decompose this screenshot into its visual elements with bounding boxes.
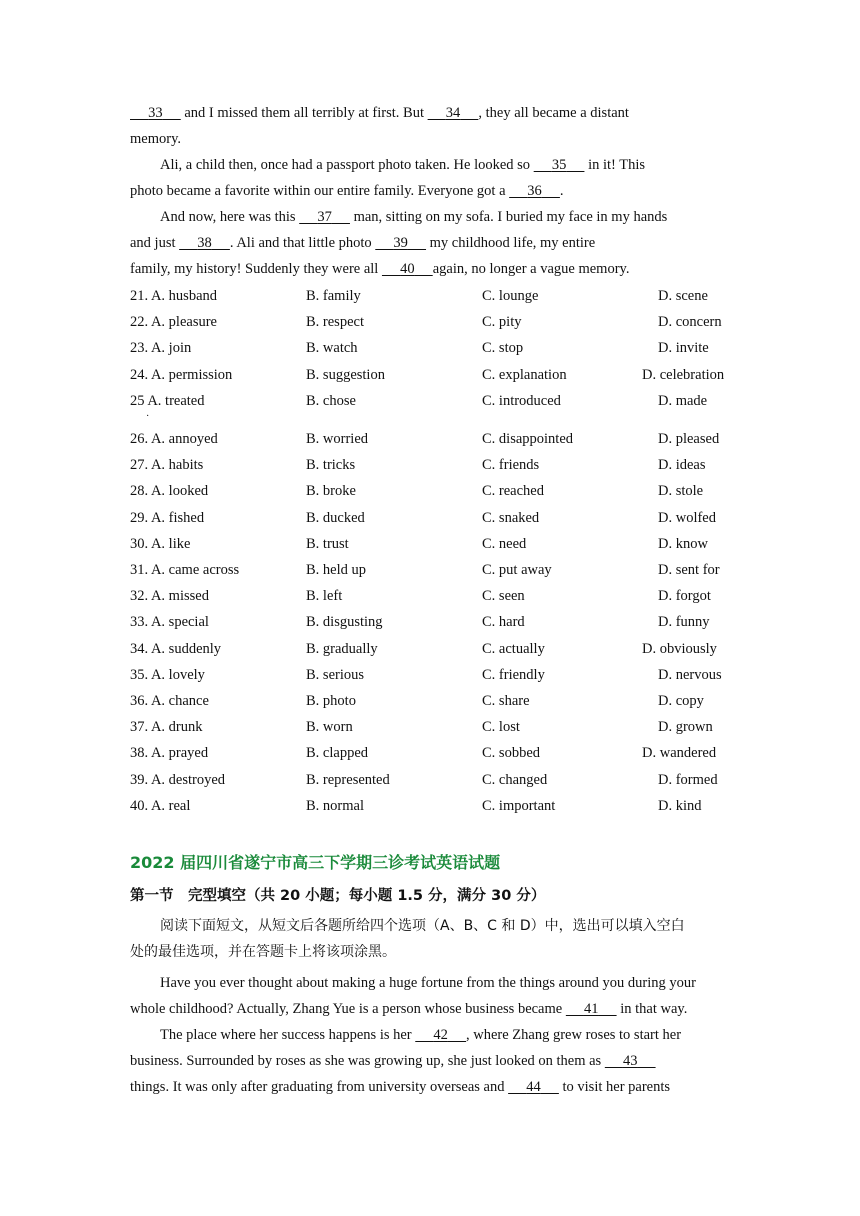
question-option-c: C. explanation: [482, 366, 567, 383]
question-option-b: B. disgusting: [306, 614, 383, 631]
question-option-b: B. respect: [306, 314, 364, 331]
passage-text: things. It was only after graduating from university overseas and: [130, 1079, 509, 1095]
question-option-d: D. funny: [658, 614, 710, 631]
question-option-d: D. know: [658, 535, 708, 552]
section-title: 2022 届四川省遂宁市高三下学期三诊考试英语试题: [130, 853, 501, 872]
question-option-a: 21. A. husband: [130, 288, 217, 304]
blank-39: 39: [393, 235, 408, 251]
question-option-d: D. made: [658, 392, 708, 409]
question-option-b: B. ducked: [306, 509, 365, 526]
question-option-c: C. actually: [482, 640, 545, 657]
passage-text: my childhood life, my entire: [426, 235, 596, 251]
question-option-a: 37. A. drunk: [130, 719, 203, 736]
question-option-c: C. changed: [482, 771, 548, 788]
passage-line: [160, 155, 645, 175]
question-option-b: B. clapped: [306, 745, 369, 762]
blank-42: 42: [433, 1027, 448, 1043]
passage-text: Ali, a child then, once had a passport photo taken. He looked so: [160, 157, 534, 173]
question-option-b: B. watch: [306, 340, 358, 357]
question-option-b: B. left: [306, 588, 343, 605]
question-option-d: D. obviously: [642, 640, 717, 657]
question-option-a: 38. A. prayed: [130, 745, 209, 762]
passage-line: [130, 1077, 670, 1097]
question-option-c: C. reached: [482, 483, 544, 500]
passage-text: again, no longer a vague memory.: [432, 261, 630, 277]
blank-43: 43: [622, 1053, 638, 1069]
question-option-c: C. seen: [482, 588, 525, 605]
passage-line: [160, 207, 667, 227]
question-option-c: C. disappointed: [482, 431, 574, 447]
passage-text: , where Zhang grew roses to start her: [466, 1027, 682, 1043]
question-option-b: B. photo: [306, 693, 356, 709]
question-option-d: D. ideas: [658, 457, 706, 474]
question-option-a: 22. A. pleasure: [130, 314, 217, 331]
passage-text: . Ali and that little photo: [229, 235, 376, 251]
passage-text: , they all became a distant: [478, 105, 629, 121]
question-option-c: C. friendly: [482, 666, 545, 683]
question-option-c: C. friends: [482, 457, 540, 474]
passage-text: man, sitting on my sofa. I buried my face in my hands: [349, 209, 668, 225]
question-option-d: D. wolfed: [658, 509, 716, 526]
question-option-a: 23. A. join: [130, 340, 192, 357]
passage-line: [160, 1025, 681, 1045]
passage-text: And now, here was this: [160, 209, 300, 225]
question-option-b: B. broke: [306, 483, 356, 500]
passage-line: [130, 181, 564, 201]
question-option-a: 29. A. fished: [130, 509, 205, 526]
question-option-d: D. formed: [658, 771, 718, 788]
question-option-a: 35. A. lovely: [130, 666, 205, 683]
question-option-a: 30. A. like: [130, 535, 191, 552]
passage-line: [130, 999, 687, 1019]
question-option-b: B. gradually: [306, 640, 378, 657]
passage-line: [130, 103, 629, 123]
passage-line: [130, 233, 595, 253]
stray-dot: ·: [146, 411, 150, 422]
passage-text: photo became a favorite within our entire family. Everyone got a: [130, 183, 510, 199]
instruction-line: 阅读下面短文，从短文后各题所给四个选项（A、B、C 和 D）中，选出可以填入空白: [160, 918, 685, 934]
passage-text: and I missed them all terribly at first. But: [180, 105, 428, 121]
question-option-d: D. scene: [658, 288, 708, 304]
question-option-b: B. suggestion: [306, 366, 385, 383]
question-option-c: C. sobbed: [482, 745, 540, 762]
question-option-c: C. share: [482, 693, 530, 709]
question-option-a: 40. A. real: [130, 797, 191, 814]
blank-44: 44: [526, 1079, 541, 1095]
question-option-d: D. invite: [658, 340, 709, 357]
question-option-b: B. held up: [306, 562, 367, 578]
question-option-c: C. put away: [482, 562, 552, 578]
question-option-a: 33. A. special: [130, 614, 209, 631]
blank-38: 38: [197, 235, 212, 251]
question-option-b: B. worn: [306, 719, 353, 736]
question-option-d: D. sent for: [658, 562, 720, 578]
question-option-c: C. stop: [482, 340, 524, 357]
question-option-a: 32. A. missed: [130, 588, 209, 605]
question-option-b: B. tricks: [306, 457, 356, 474]
question-option-c: C. introduced: [482, 392, 561, 409]
blank-36: 36: [527, 183, 542, 199]
question-option-b: B. chose: [306, 392, 356, 409]
passage-text: .: [559, 183, 564, 199]
passage-text: to visit her parents: [558, 1079, 671, 1095]
question-option-d: D. celebration: [642, 366, 725, 383]
question-option-b: B. normal: [306, 797, 364, 814]
blank-35: 35: [551, 157, 567, 173]
question-option-d: D. wandered: [642, 745, 717, 762]
question-option-d: D. pleased: [658, 431, 720, 447]
instruction-line: 处的最佳选项，并在答题卡上将该项涂黑。: [130, 944, 396, 960]
passage-text: The place where her success happens is her: [160, 1027, 416, 1043]
question-option-a: 28. A. looked: [130, 483, 209, 500]
passage-line: memory.: [130, 131, 182, 147]
question-option-b: B. worried: [306, 431, 369, 447]
question-option-c: C. snaked: [482, 509, 540, 526]
blank-34: 34: [445, 105, 461, 121]
question-option-c: C. lounge: [482, 288, 539, 304]
question-option-c: C. important: [482, 797, 556, 814]
question-option-b: B. family: [306, 288, 361, 304]
question-option-c: C. need: [482, 535, 527, 552]
question-option-c: C. lost: [482, 719, 520, 736]
question-option-a: 36. A. chance: [130, 693, 209, 709]
question-option-d: D. grown: [658, 719, 713, 736]
blank-33: 33: [148, 105, 163, 121]
question-option-a: 25 A. treated: [130, 392, 205, 409]
question-option-b: B. trust: [306, 535, 349, 552]
question-option-a: 31. A. came across: [130, 562, 240, 578]
question-option-d: D. copy: [658, 693, 704, 709]
passage-text: in that way.: [616, 1001, 688, 1017]
passage-line: [130, 1051, 656, 1071]
question-option-d: D. nervous: [658, 666, 722, 683]
question-option-c: C. hard: [482, 614, 525, 631]
question-option-c: C. pity: [482, 314, 522, 331]
passage-text: whole childhood? Actually, Zhang Yue is a person whose business became: [130, 1001, 566, 1017]
question-option-a: 34. A. suddenly: [130, 640, 222, 657]
question-option-d: D. kind: [658, 797, 702, 814]
passage-text: in it! This: [584, 157, 645, 173]
question-option-b: B. represented: [306, 771, 390, 788]
passage-line: Have you ever thought about making a huge fortune from the things around you during your: [160, 975, 696, 991]
passage-line: [130, 259, 629, 279]
question-option-a: 39. A. destroyed: [130, 771, 226, 788]
question-option-a: 26. A. annoyed: [130, 431, 218, 447]
blank-40: 40: [400, 261, 415, 277]
passage-text: and just: [130, 235, 180, 251]
question-option-b: B. serious: [306, 666, 364, 683]
blank-41: 41: [583, 1001, 599, 1017]
blank-37: 37: [317, 209, 332, 225]
question-option-d: D. concern: [658, 314, 722, 331]
question-option-d: D. stole: [658, 483, 704, 500]
question-option-d: D. forgot: [658, 588, 711, 605]
passage-text: business. Surrounded by roses as she was growing up, she just looked on them as: [130, 1053, 605, 1069]
passage-text: family, my history! Suddenly they were all: [130, 261, 382, 277]
question-option-a: 24. A. permission: [130, 366, 233, 383]
section-heading: 第一节 完型填空（共 20 小题；每小题 1.5 分，满分 30 分）: [130, 888, 546, 904]
question-option-a: 27. A. habits: [130, 457, 204, 474]
